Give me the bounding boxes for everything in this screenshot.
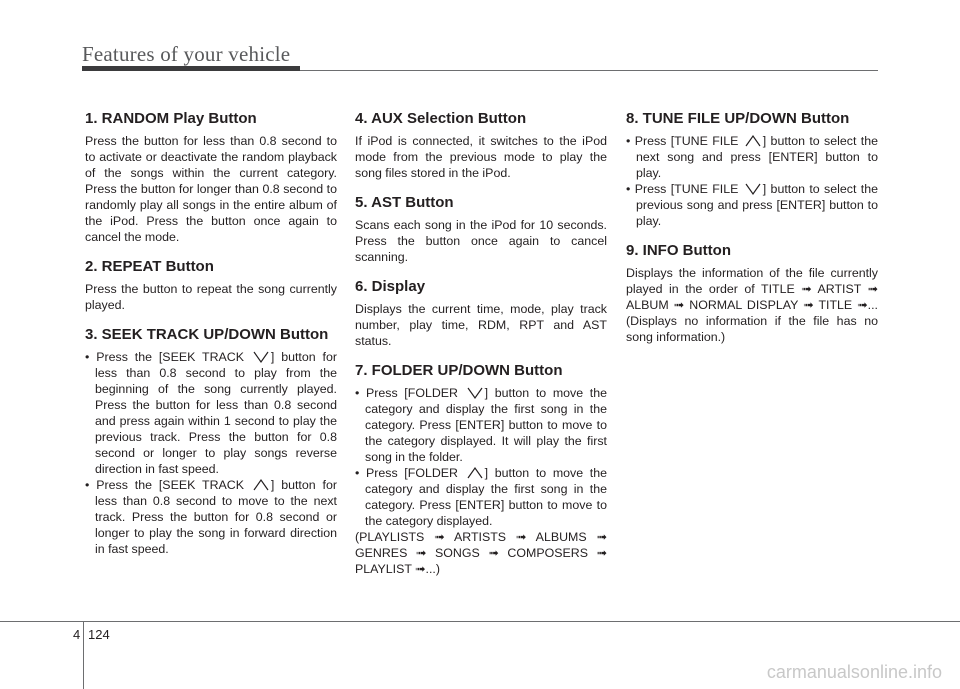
list-item: [355, 465, 607, 529]
section-title: 1. RANDOM Play Button: [85, 110, 257, 127]
section-body: Displays the current time, mode, play track number, play time, RDM, RPT and AST status.: [355, 302, 607, 348]
section-aux: [355, 110, 607, 181]
bullet-text: ] button for less than 0.8 second to play from the beginning of the song currently played. Press the button for less than 0.8 second and press again within 1 second to play the previous track. Press the button for 0.8 second or longer to play songs reverse direction in fast speed.: [95, 350, 337, 476]
section-title: 7. FOLDER UP/DOWN Button: [355, 362, 563, 379]
category-sequence: (PLAYLISTS ➟ ARTISTS ➟ ALBUMS ➟ GENRES ➟ SONGS ➟ COMPOSERS ➟ PLAYLIST ➟...): [355, 530, 607, 576]
bullet-text: ] button for less than 0.8 second to move to the next track. Press the button for 0.8 second or longer to play the song in forward direction in fast speed.: [95, 478, 337, 556]
list-item: [626, 181, 878, 229]
section-random: [85, 110, 337, 245]
column-2: [355, 110, 607, 590]
column-1: [85, 110, 337, 570]
bullet-text: • Press [FOLDER: [355, 386, 465, 400]
section-body: Press the button to repeat the song currently played.: [85, 282, 337, 312]
chevron-down-icon: [743, 182, 763, 196]
section-title: 9. INFO Button: [626, 242, 731, 259]
bullet-text: • Press the [SEEK TRACK: [85, 478, 251, 492]
page-number: 124: [88, 627, 110, 642]
section-info: [626, 242, 878, 345]
bullet-list: [626, 133, 878, 229]
header-accent-bar: [82, 66, 300, 71]
bullet-text: • Press the [SEEK TRACK: [85, 350, 251, 364]
footer-divider: [83, 621, 84, 689]
section-title: 8. TUNE FILE UP/DOWN Button: [626, 110, 850, 127]
bullet-list: [85, 349, 337, 557]
section-tune-file: [626, 110, 878, 229]
chevron-down-icon: [465, 386, 485, 400]
section-title: 4. AUX Selection Button: [355, 110, 527, 127]
section-body: Displays the information of the file currently played in the order of TITLE ➟ ARTIST ➟ ALBUM ➟ NORMAL DISPLAY ➟ TITLE ➟... (Displays no information if the file has no song information.): [626, 266, 878, 344]
section-body: If iPod is connected, it switches to the iPod mode from the previous mode to play the song files stored in the iPod.: [355, 134, 607, 180]
bullet-text: ] button to select the previous song and press [ENTER] button to play.: [636, 182, 878, 228]
section-title: 6. Display: [355, 278, 426, 295]
section-seek-track: [85, 326, 337, 557]
watermark-text: carmanualsonline.info: [766, 662, 942, 682]
page-header-title: Features of your vehicle: [82, 42, 291, 66]
bullet-text: ] button to move the category and display the first song in the category. Press [ENTER] button to move to the category displayed.: [365, 466, 607, 528]
list-item: [626, 133, 878, 181]
section-body: Press the button for less than 0.8 second to to activate or deactivate the random playback of the songs within the current category. Press the button for longer than 0.8 second to randomly play all songs in the entire album of the iPod. Press the button once again to cancel the mode.: [85, 134, 337, 244]
section-ast: [355, 194, 607, 265]
section-title: 3. SEEK TRACK UP/DOWN Button: [85, 326, 329, 343]
section-title: 5. AST Button: [355, 194, 454, 211]
section-body: Scans each song in the iPod for 10 seconds. Press the button once again to cancel scanning.: [355, 218, 607, 264]
footer-rule: [0, 621, 960, 622]
chevron-up-icon: [465, 466, 485, 480]
bullet-text: ] button to select the next song and press [ENTER] button to play.: [636, 134, 878, 180]
chevron-down-icon: [251, 350, 271, 364]
column-3: [626, 110, 878, 358]
section-repeat: [85, 258, 337, 313]
chevron-up-icon: [743, 134, 763, 148]
bullet-text: • Press [TUNE FILE: [626, 182, 743, 196]
section-title: 2. REPEAT Button: [85, 258, 214, 275]
bullet-text: • Press [TUNE FILE: [626, 134, 743, 148]
section-display: [355, 278, 607, 349]
chapter-number: 4: [73, 627, 81, 642]
bullet-text: ] button to move the category and display the first song in the category. Press [ENTER] button to move to the category displayed. It will play the first song in the folder.: [365, 386, 607, 464]
chevron-up-icon: [251, 478, 271, 492]
bullet-text: • Press [FOLDER: [355, 466, 465, 480]
header-rule: [300, 70, 878, 71]
list-item: [355, 385, 607, 465]
list-item: [85, 349, 337, 477]
section-folder: [355, 362, 607, 577]
bullet-list: [355, 385, 607, 529]
list-item: [85, 477, 337, 557]
